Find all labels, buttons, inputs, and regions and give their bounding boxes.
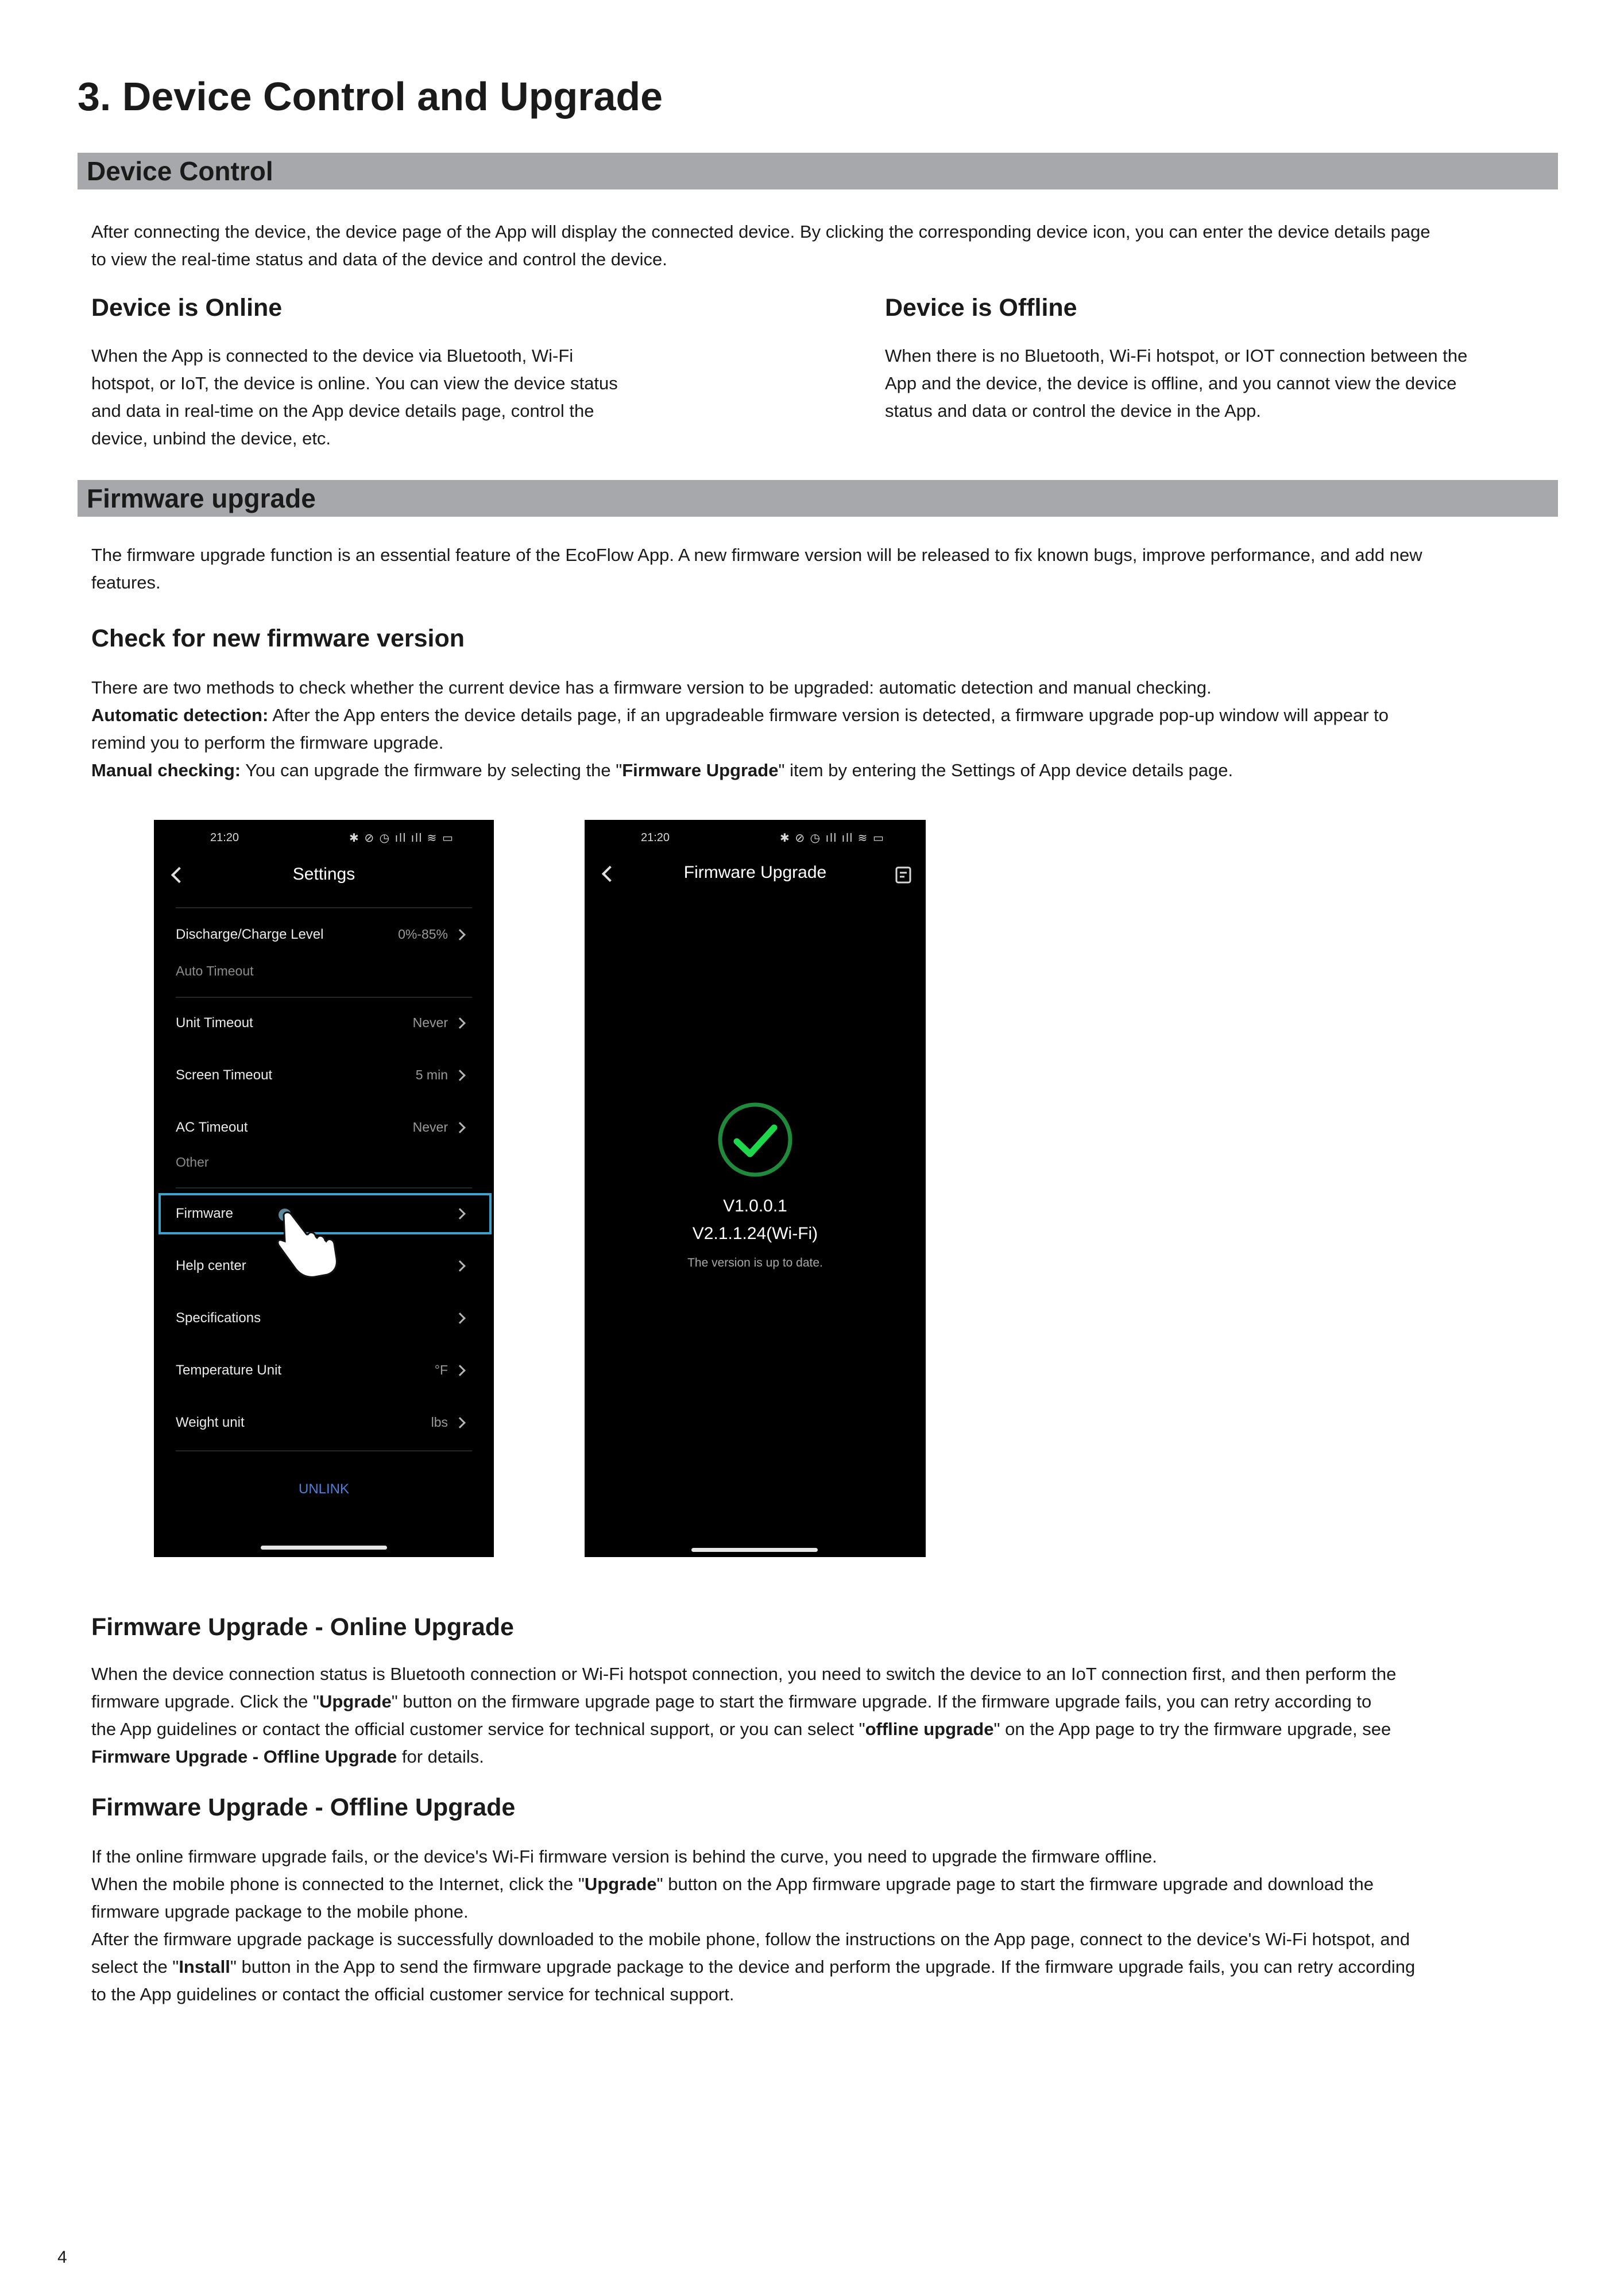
firmware-upgrade-bold: Firmware Upgrade: [622, 760, 779, 780]
offline-upgrade-ref-bold: Firmware Upgrade - Offline Upgrade: [91, 1747, 397, 1767]
intro-line: After connecting the device, the device page of the App will display the connected device. By clicking the corresponding device icon, you can enter the device details page: [91, 222, 1430, 242]
row-value: lbs: [431, 1415, 448, 1430]
intro-line: features.: [91, 572, 161, 593]
firmware-upgrade-screen: [585, 820, 926, 1557]
online-upgrade-text: [91, 1660, 1573, 1771]
page-title: 3. Device Control and Upgrade: [78, 74, 663, 119]
settings-row-charge-level[interactable]: [154, 916, 494, 953]
row-value: 5 min: [415, 1067, 448, 1082]
section-bar-firmware: Firmware upgrade: [78, 480, 1558, 517]
intro-line: The firmware upgrade function is an essential feature of the EcoFlow App. A new firmware version will be released to fix known bugs, improve performance, and add new: [91, 545, 1422, 565]
row-label: Temperature Unit: [176, 1362, 282, 1378]
group-label-auto-timeout: Auto Timeout: [176, 963, 254, 978]
text-line: to the App guidelines or contact the official customer service for technical support.: [91, 1984, 734, 2004]
settings-screen: [154, 820, 494, 1557]
text-fragment: for details.: [397, 1747, 484, 1767]
divider: [176, 1450, 472, 1451]
row-label: Firmware: [176, 1206, 233, 1221]
check-heading: Check for new firmware version: [91, 625, 465, 652]
text-line: If the online firmware upgrade fails, or the device's Wi-Fi firmware version is behind the curve, you need to upgrade the firmware offline.: [91, 1846, 1157, 1867]
text-line: device, unbind the device, etc.: [91, 428, 331, 448]
settings-row-unit-timeout[interactable]: [154, 1005, 494, 1041]
online-text: [91, 342, 838, 452]
divider: [176, 997, 472, 998]
chevron-right-icon: [454, 1208, 466, 1219]
section-bar-device-control: Device Control: [78, 153, 1558, 189]
check-text: [91, 674, 1573, 784]
row-value: °F: [434, 1362, 448, 1377]
chevron-right-icon: [454, 1365, 466, 1376]
row-label: Screen Timeout: [176, 1067, 273, 1083]
text-line: When there is no Bluetooth, Wi-Fi hotspot, or IOT connection between the: [885, 346, 1468, 366]
status-icons: ✱ ⊘ ◷ ıll ıll ≋ ▭: [349, 832, 454, 845]
intro-line: to view the real-time status and data of the device and control the device.: [91, 249, 667, 269]
offline-text: [885, 342, 1574, 425]
home-indicator: [261, 1546, 387, 1550]
chevron-right-icon: [454, 1017, 466, 1029]
firmware-version-1: V1.0.0.1: [723, 1197, 787, 1215]
chevron-right-icon: [454, 929, 466, 940]
offline-upgrade-heading: Firmware Upgrade - Offline Upgrade: [91, 1794, 516, 1821]
row-label: Discharge/Charge Level: [176, 927, 324, 942]
status-time: 21:20: [641, 831, 670, 844]
auto-label: Automatic detection:: [91, 705, 269, 725]
upgrade-bold: Upgrade: [584, 1874, 657, 1894]
text-fragment: " button on the firmware upgrade page to start the firmware upgrade. If the firmware upgrade fails, you can retry according to: [391, 1691, 1372, 1712]
text-fragment: " on the App page to try the firmware upgrade, see: [993, 1719, 1391, 1739]
text-line: and data in real-time on the App device details page, control the: [91, 401, 594, 421]
text-fragment: " button on the App firmware upgrade page to start the firmware upgrade and download the: [656, 1874, 1374, 1894]
row-value: Never: [412, 1015, 448, 1030]
text-fragment: the App guidelines or contact the official customer service for technical support, or you can select ": [91, 1719, 865, 1739]
firmware-intro: [91, 541, 1573, 597]
settings-row-screen-timeout[interactable]: [154, 1057, 494, 1094]
online-heading: Device is Online: [91, 294, 283, 322]
text-line: firmware upgrade package to the mobile phone.: [91, 1902, 469, 1922]
text-fragment: " item by entering the Settings of App device details page.: [778, 760, 1234, 780]
chevron-right-icon: [454, 1260, 466, 1272]
text-fragment: firmware upgrade. Click the ": [91, 1691, 319, 1712]
text-line: remind you to perform the firmware upgrade.: [91, 733, 444, 753]
unlink-button[interactable]: UNLINK: [298, 1481, 350, 1497]
up-to-date-note: The version is up to date.: [687, 1256, 823, 1269]
chevron-right-icon: [454, 1312, 466, 1324]
online-upgrade-heading: Firmware Upgrade - Online Upgrade: [91, 1613, 514, 1641]
row-label: AC Timeout: [176, 1120, 248, 1135]
chevron-right-icon: [454, 1070, 466, 1081]
text-line: hotspot, or IoT, the device is online. You can view the device status: [91, 373, 618, 393]
row-value: Never: [412, 1120, 448, 1135]
text-line: App and the device, the device is offline, and you cannot view the device: [885, 373, 1457, 393]
row-label: Specifications: [176, 1310, 261, 1326]
settings-row-temperature-unit[interactable]: [154, 1352, 494, 1389]
text-line: When the App is connected to the device via Bluetooth, Wi-Fi: [91, 346, 574, 366]
group-label-other: Other: [176, 1155, 209, 1170]
log-icon[interactable]: [895, 866, 912, 884]
text-fragment: You can upgrade the firmware by selecting the ": [241, 760, 622, 780]
firmware-screen-title: Firmware Upgrade: [683, 863, 827, 882]
divider: [176, 907, 472, 908]
status-time: 21:20: [210, 831, 239, 844]
text-fragment: When the mobile phone is connected to the Internet, click the ": [91, 1874, 585, 1894]
text-fragment: " button in the App to send the firmware upgrade package to the device and perform the upgrade. If the firmware upgrade fails, you can retry according: [230, 1957, 1416, 1977]
page-number: 4: [57, 2248, 67, 2267]
settings-row-help-center[interactable]: [154, 1248, 494, 1284]
row-label: Unit Timeout: [176, 1015, 253, 1031]
row-label: Weight unit: [176, 1415, 245, 1430]
home-indicator: [691, 1548, 818, 1552]
install-bold: Install: [179, 1957, 230, 1977]
text-line: After the firmware upgrade package is successfully downloaded to the mobile phone, follow the instructions on the App page, connect to the device's Wi-Fi hotspot, and: [91, 1929, 1410, 1949]
text-line: There are two methods to check whether the current device has a firmware version to be upgraded: automatic detection and manual checking.: [91, 677, 1212, 698]
settings-row-specifications[interactable]: [154, 1300, 494, 1337]
upgrade-bold: Upgrade: [319, 1691, 392, 1712]
manual-label: Manual checking:: [91, 760, 241, 780]
settings-row-ac-timeout[interactable]: [154, 1109, 494, 1146]
offline-upgrade-text: [91, 1843, 1573, 2008]
firmware-version-2: V2.1.1.24(Wi-Fi): [692, 1224, 818, 1243]
chevron-right-icon: [454, 1417, 466, 1428]
offline-heading: Device is Offline: [885, 294, 1077, 322]
text-fragment: select the ": [91, 1957, 179, 1977]
row-value: 0%-85%: [398, 927, 448, 942]
status-icons: ✱ ⊘ ◷ ıll ıll ≋ ▭: [780, 832, 885, 845]
device-control-intro: [91, 218, 1561, 273]
text-line: After the App enters the device details page, if an upgradeable firmware version is detected, a firmware upgrade pop-up window will appear to: [268, 705, 1389, 725]
divider: [176, 1187, 472, 1188]
text-line: When the device connection status is Bluetooth connection or Wi-Fi hotspot connection, you need to switch the device to an IoT connection first, and then perform the: [91, 1664, 1397, 1684]
settings-row-weight-unit[interactable]: [154, 1404, 494, 1441]
chevron-right-icon: [454, 1122, 466, 1133]
settings-title: Settings: [292, 865, 355, 884]
offline-upgrade-bold: offline upgrade: [865, 1719, 994, 1739]
check-circle-icon: [717, 1101, 794, 1178]
row-label: Help center: [176, 1258, 246, 1273]
text-line: status and data or control the device in the App.: [885, 401, 1261, 421]
